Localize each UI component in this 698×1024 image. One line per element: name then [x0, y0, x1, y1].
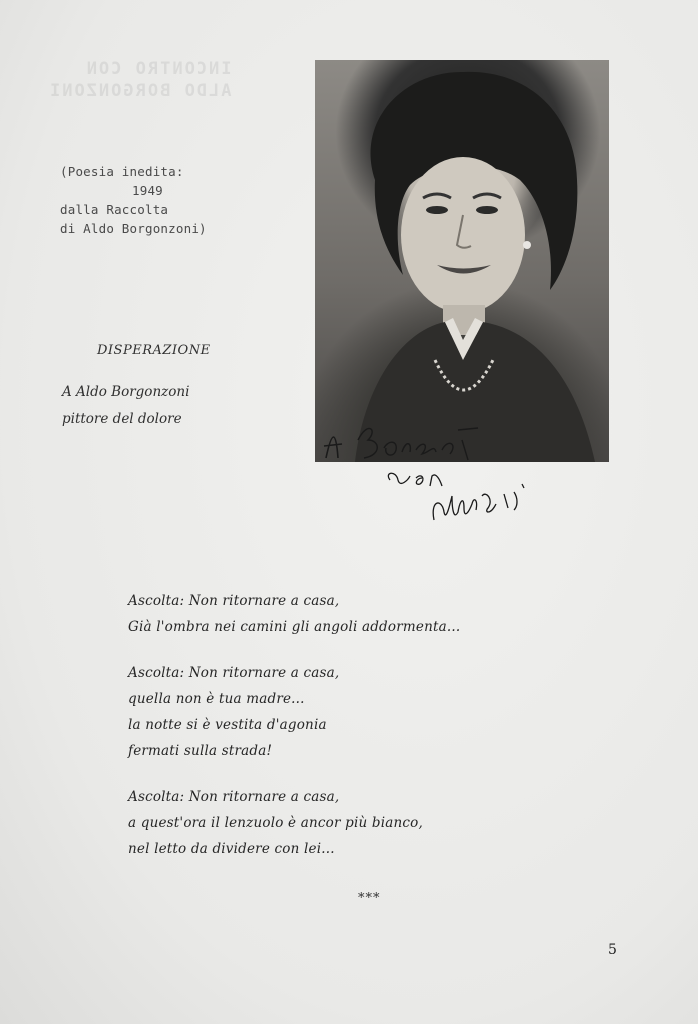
note-line: dalla Raccolta	[60, 202, 169, 217]
poem-line: a quest'ora il lenzuolo è ancor più bianco,	[128, 815, 423, 831]
stanza	[128, 588, 460, 640]
page-number: 5	[608, 942, 617, 958]
note-line: (Poesia inedita:	[60, 164, 184, 179]
note-line: di Aldo Borgonzoni)	[60, 221, 207, 236]
poem-title: DISPERAZIONE	[97, 343, 211, 358]
dedication-line: pittore del dolore	[62, 411, 182, 427]
poem-line: Ascolta: Non ritornare a casa,	[128, 789, 340, 805]
publication-note	[60, 162, 207, 238]
stanza	[128, 660, 460, 764]
poem-line: nel letto da dividere con lei...	[128, 841, 335, 857]
poem-line: Ascolta: Non ritornare a casa,	[128, 665, 340, 681]
poem-line: fermati sulla strada!	[128, 743, 273, 759]
poem-line: quella non è tua madre...	[128, 691, 305, 707]
poem-body	[128, 588, 460, 882]
poem-dedication	[62, 379, 189, 433]
ghost-heading-line: ALDO BORGONZONI	[48, 81, 232, 101]
dedication-line: A Aldo Borgonzoni	[62, 384, 190, 400]
poem-line: Ascolta: Non ritornare a casa,	[128, 593, 340, 609]
stanza	[128, 784, 460, 862]
poem-line: la notte si è vestita d'agonia	[128, 717, 327, 733]
note-year: 1949	[132, 183, 163, 198]
section-separator: ***	[358, 891, 381, 906]
handwritten-signature	[318, 400, 558, 530]
bleed-through-heading	[48, 58, 232, 102]
poem-line: Già l'ombra nei camini gli angoli addormenta...	[128, 619, 461, 635]
ghost-heading-line: INCONTRO CON	[84, 59, 232, 79]
